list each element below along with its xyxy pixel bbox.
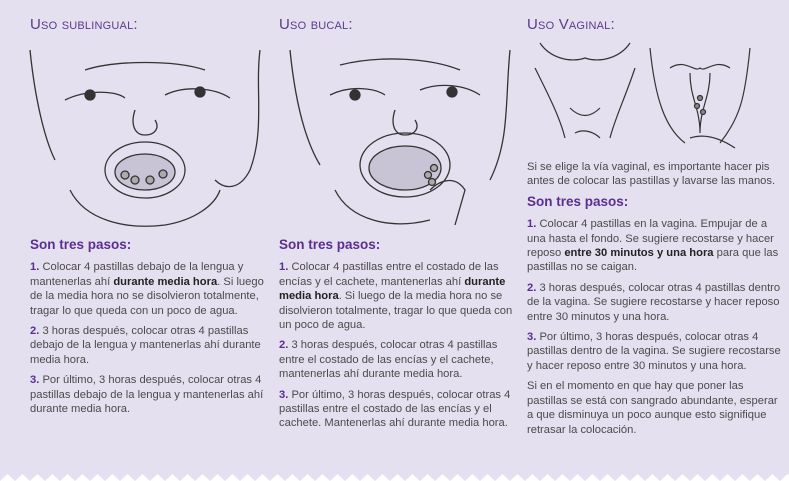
title-vaginal: Uso Vaginal: (527, 16, 615, 33)
vaginal-heading: Son tres pasos: (527, 193, 629, 209)
step-number: 2. (30, 325, 40, 338)
bucal-face-illustration (280, 40, 520, 230)
title-sublingual: Uso sublingual: (30, 16, 138, 33)
step-bold: durante media hora (279, 275, 506, 303)
step-number: 1. (527, 218, 537, 231)
bucal-heading: Son tres pasos: (279, 237, 381, 252)
step-2 (527, 281, 782, 324)
step-2 (279, 338, 519, 381)
step-text: Por último, 3 horas después, colocar otras 4 pastillas entre el costado de las encías y el cachete. Mantenerlas ahí durante media hora. (279, 388, 511, 430)
step-text: . Si luego de la media hora no se disolvieron totalmente, tragar lo que queda con un poco de agua. (279, 290, 513, 332)
step-number: 1. (279, 261, 289, 274)
sublingual-instructions (30, 238, 270, 422)
bucal-instructions (279, 238, 519, 437)
step-text: 3 horas después, colocar otras 4 pastillas debajo de la lengua y mantenerlas ahí durante media hora. (30, 325, 261, 366)
step-number: 1. (30, 261, 40, 274)
title-bucal: Uso bucal: (279, 16, 353, 33)
step-1 (30, 260, 270, 318)
step-3 (30, 373, 270, 416)
step-text: . Si luego de la media hora no se disolvieron totalmente, tragar lo que queda con un poco de agua. (30, 275, 264, 317)
step-2 (30, 324, 270, 367)
vaginal-instructions (527, 160, 782, 443)
step-3 (279, 388, 519, 431)
step-text: 3 horas después, colocar otras 4 pastillas entre el costado de las encías y el cachete, mantenerlas ahí durante media hora. (279, 339, 498, 381)
vaginal-note: Si en el momento en que hay que poner las pastillas se está con sangrado abundante, esperar a que disminuya un poco aunque esto signifique retrasar la colocación. (527, 380, 778, 436)
step-number: 2. (527, 281, 537, 294)
step-number: 3. (279, 388, 289, 401)
step-text: Colocar 4 pastillas debajo de la lengua y mantenerlas ahí (30, 261, 244, 288)
vaginal-intro: Si se elige la vía vaginal, es importante hacer pis antes de colocar las pastillas y lavarse las manos. (527, 161, 776, 188)
sublingual-heading: Son tres pasos: (30, 237, 132, 252)
sublingual-face-illustration (25, 40, 270, 230)
uterus-diagram-illustration (645, 38, 755, 153)
step-number: 3. (527, 331, 537, 344)
step-text: Por último, 3 horas después, colocar otras 4 pastillas debajo de la lengua y mantenerlas ahí durante media hora. (30, 374, 264, 416)
step-1 (279, 260, 519, 332)
step-text: Colocar 4 pastillas entre el costado de las encías y el cachete, mantenerlas ahí (279, 261, 499, 288)
step-text: para que las pastillas no se caigan. (527, 247, 779, 274)
step-bold: entre 30 minutos y una hora (564, 247, 714, 260)
step-3 (527, 330, 782, 373)
step-number: 3. (30, 374, 40, 387)
step-text: Por último, 3 horas después, colocar otras 4 pastillas dentro de la vagina. Se sugiere recostarse y hacer reposo entre 30 minutos y una hora. (527, 331, 781, 372)
vaginal-body-illustration (530, 38, 640, 153)
step-1 (527, 217, 782, 275)
step-text: Colocar 4 pastillas en la vagina. Empujar de a una hasta el fondo. Se sugiere recostarse y hacer reposo (527, 218, 774, 260)
step-text: 3 horas después, colocar otras 4 pastillas dentro de la vagina. Se sugiere recostarse y hacer reposo entre 30 minutos y una hora. (527, 281, 781, 323)
zigzag-border (0, 471, 789, 481)
step-number: 2. (279, 339, 289, 352)
step-bold: durante media hora (113, 275, 218, 288)
